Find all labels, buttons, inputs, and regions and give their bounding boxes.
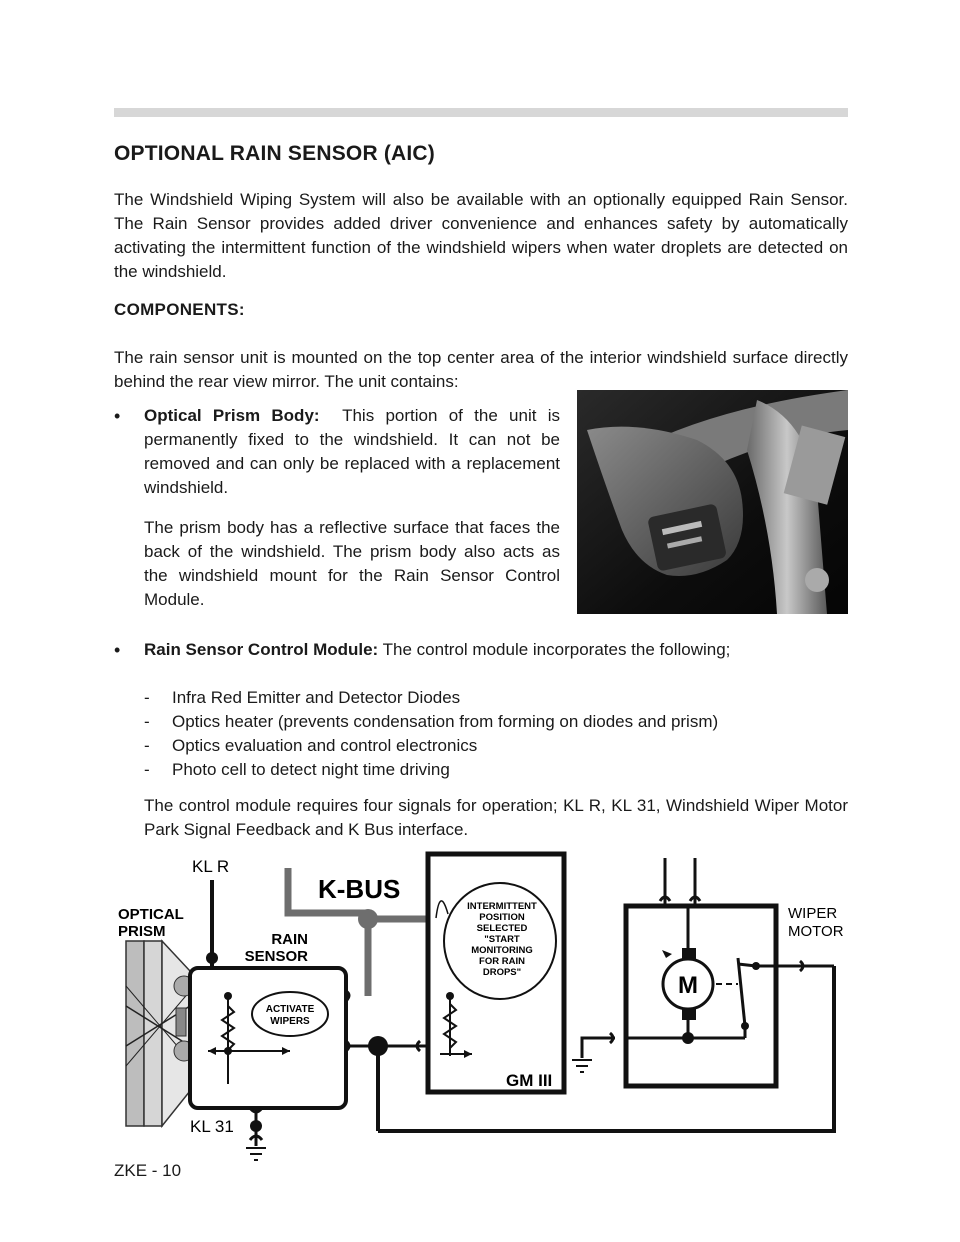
svg-text:INTERMITTENT: INTERMITTENT	[467, 901, 537, 912]
list-item: - Optics evaluation and control electronics	[144, 736, 478, 755]
components-paragraph: The rain sensor unit is mounted on the top center area of the interior windshield surface directly behind the rear view mirror. The unit contains:	[114, 348, 848, 391]
wiper-motor-label: MOTOR	[788, 923, 844, 940]
list-item: - Infra Red Emitter and Detector Diodes	[144, 688, 461, 707]
kl-r-label: KL R	[192, 857, 230, 876]
prism-text: This portion of the unit is permanently fixed to the windshield. It can not be removed and can only be replaced with a replacement windshield.	[144, 406, 560, 497]
bullet-prism: •	[114, 406, 121, 426]
module-text: The control module incorporates the following;	[382, 640, 731, 659]
page-footer: ZKE - 10	[114, 1161, 182, 1180]
svg-text:ACTIVATE: ACTIVATE	[265, 1004, 315, 1015]
intro-paragraph: The Windshield Wiping System will also be available with an optionally equipped Rain Sensor. The Rain Sensor provides added driver convenience and enhances safety by automatically activating the intermittent function of the windshield wipers when water droplets are detected on the windshield.	[114, 190, 848, 281]
rain-sensor-label: RAIN	[271, 931, 308, 948]
optical-prism-label: OPTICAL	[118, 906, 184, 923]
wiring-diagram-svg	[110, 846, 860, 1166]
kl31-label: KL 31	[190, 1117, 234, 1136]
svg-text:SELECTED: SELECTED	[476, 923, 528, 934]
prism-paragraph	[144, 404, 560, 500]
prism-label: Optical Prism Body:	[144, 406, 320, 425]
components-heading: COMPONENTS:	[114, 300, 245, 319]
svg-text:DROPS": DROPS"	[482, 967, 522, 978]
list-item: - Photo cell to detect night time driving	[144, 760, 450, 779]
svg-text:POSITION: POSITION	[479, 912, 525, 923]
wiper-motor-label: WIPER	[788, 905, 838, 922]
module-label: Rain Sensor Control Module:	[144, 640, 379, 659]
rain-sensor-label: SENSOR	[244, 948, 308, 965]
svg-text:FOR RAIN: FOR RAIN	[479, 956, 525, 967]
rain-sensor-photo	[577, 390, 848, 614]
kbus-label: K-BUS	[318, 874, 401, 904]
signals-paragraph: The control module requires four signals for operation; KL R, KL 31, Windshield Wiper Motor Park Signal Feedback and K Bus interface.	[144, 796, 848, 839]
top-rule	[114, 108, 848, 117]
svg-text:WIPERS: WIPERS	[270, 1016, 310, 1027]
svg-text:"START: "START	[484, 934, 520, 945]
optical-prism-shape	[126, 941, 194, 1126]
rain-sensor-photo-image	[577, 390, 848, 614]
svg-text:MONITORING: MONITORING	[471, 945, 533, 956]
prism-paragraph-2: The prism body has a reflective surface that faces the back of the windshield. The prism body also acts as the windshield mount for the Rain Sensor Control Module.	[144, 518, 560, 609]
optical-prism-label: PRISM	[118, 923, 166, 940]
gm-iii-label: GM III	[506, 1071, 553, 1090]
list-item: - Optics heater (prevents condensation from forming on diodes and prism)	[144, 712, 719, 731]
module-paragraph	[144, 638, 848, 662]
rain-sensor-box	[190, 968, 346, 1108]
module-feature-list	[144, 686, 718, 782]
page-title: OPTIONAL RAIN SENSOR (AIC)	[114, 142, 435, 165]
wiring-diagram	[110, 846, 860, 1166]
motor-symbol-label: M	[678, 972, 698, 999]
bullet-module: •	[114, 640, 121, 660]
